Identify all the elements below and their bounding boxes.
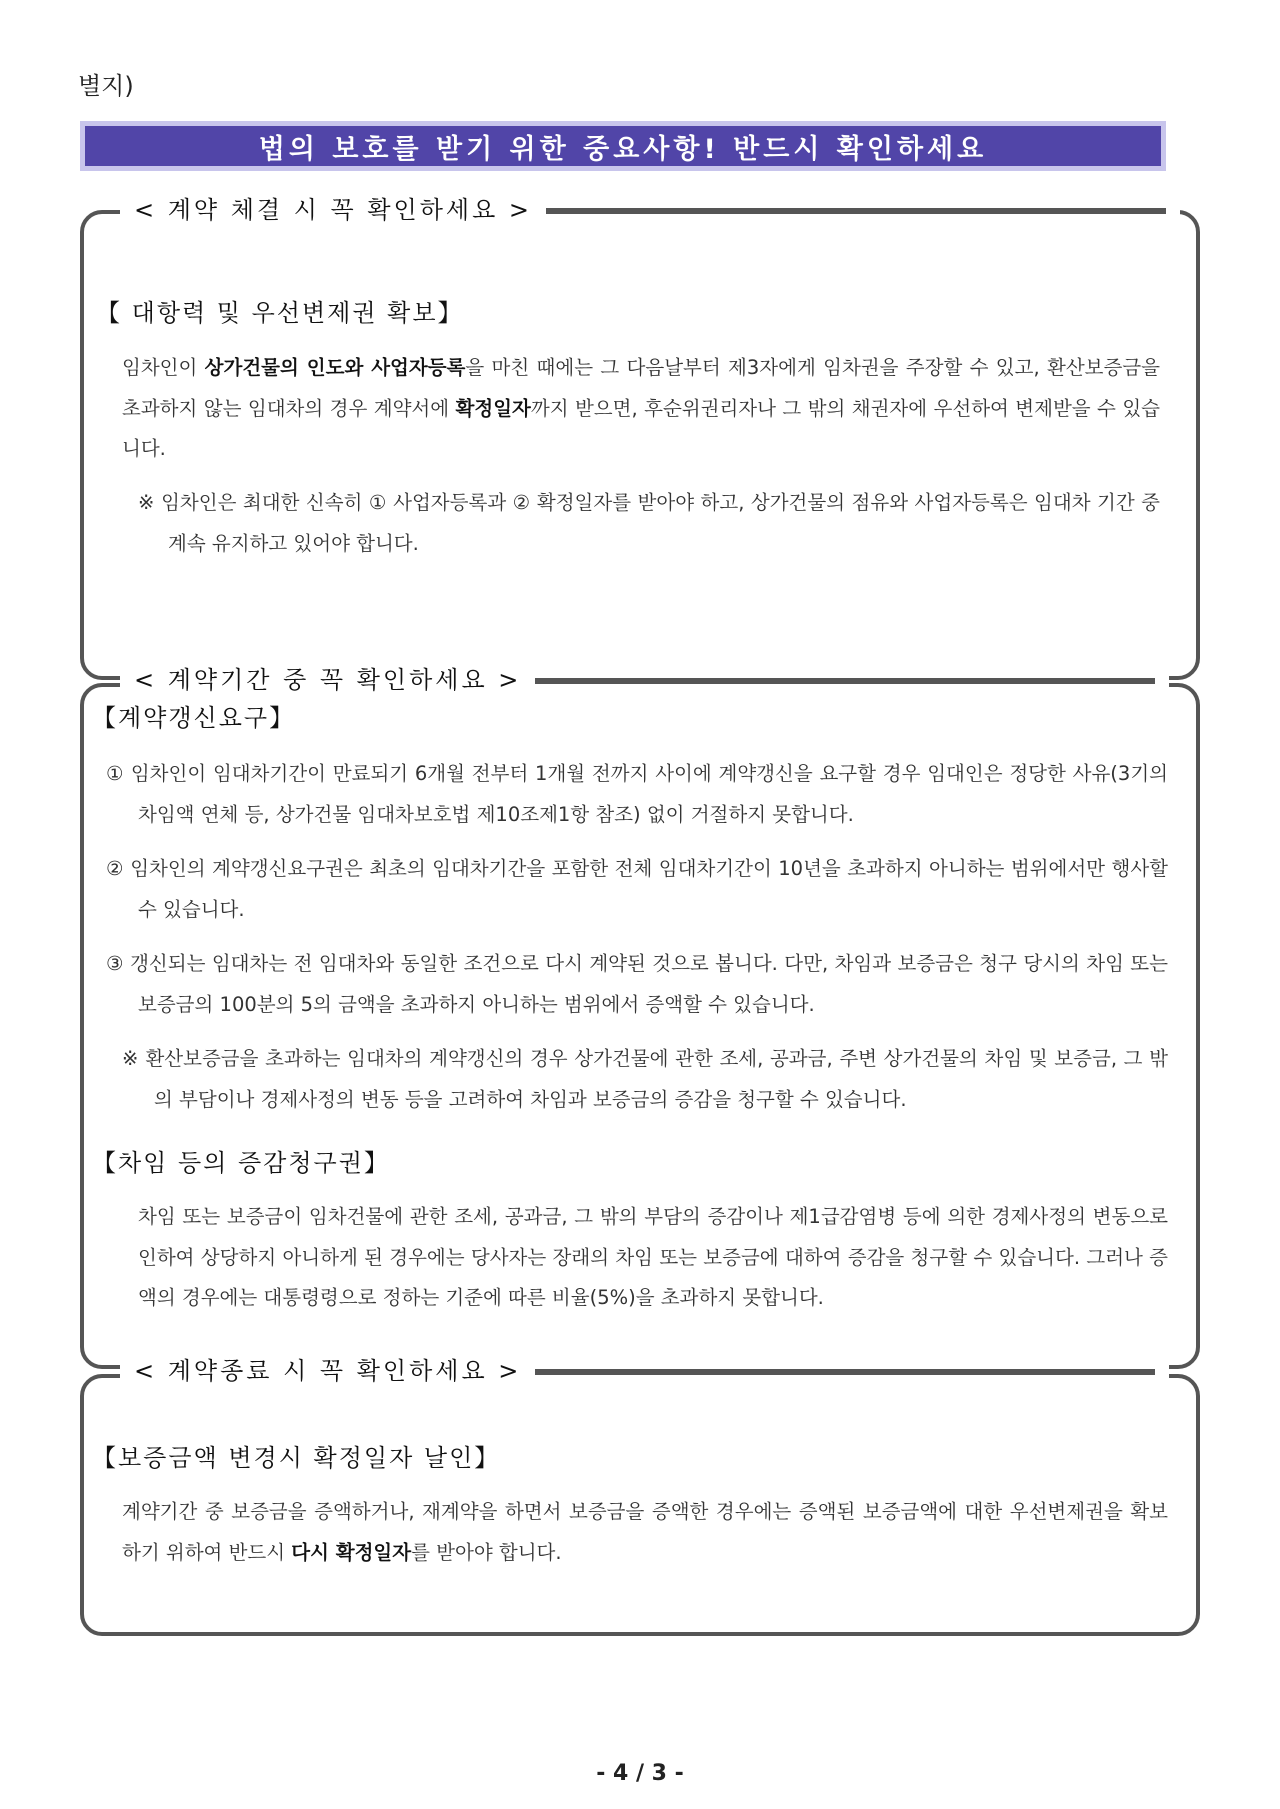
attachment-label: 별지): [78, 72, 134, 100]
title-rule: [535, 1369, 1155, 1375]
paragraph-rent-adjustment: 차임 또는 보증금이 임차건물에 관한 조세, 공과금, 그 밖의 부담의 증감이나 제1급감염병 등에 의한 경제사정의 변동으로 인하여 상당하지 아니하게 된 경우에는 당사자는 장래의 차임 또는 보증금에 대하여 증감을 청구할 수 있습니다. 그러나 증액의 경우에는 대통령령으로 정하는 기준에 따른 비율(5%)을 초과하지 못합니다.: [138, 1205, 1168, 1309]
section-title-text: < 계약종료 시 꼭 확인하세요 >: [134, 1357, 522, 1385]
title-rule: [546, 208, 1166, 214]
heading-deposit-change: 【보증금액 변경시 확정일자 날인】: [92, 1444, 501, 1472]
text-run: 를 받아야 합니다.: [411, 1540, 562, 1564]
section-title-text: < 계약 체결 시 꼭 확인하세요 >: [134, 196, 533, 224]
section-title-contract-period: [120, 664, 1169, 696]
text-run: 까지 받으면, 후순위권리자나 그 밖의 채권자에 우선하여 변제받을 수 있습니다.: [122, 396, 1160, 460]
text-run: 을 마친 때에는 그 다음날부터 제3자에게 임차권을 주장할 수 있고, 환산보증금을 초과하지 않는 임대차의 경우 계약서에: [122, 356, 1161, 420]
heading-renewal-request: 【계약갱신요구】: [92, 704, 296, 732]
bold-run: 다시 확정일자: [291, 1540, 412, 1564]
list-item: ① 임차인이 임대차기간이 만료되기 6개월 전부터 1개월 전까지 사이에 계약갱신을 요구할 경우 임대인은 정당한 사유(3기의 차임액 연체 등, 상가건물 임대차보호법 제10조제1항 참조) 없이 거절하지 못합니다.: [106, 762, 1168, 826]
list-item: ③ 갱신되는 임대차는 전 임대차와 동일한 조건으로 다시 계약된 것으로 봅니다. 다만, 차임과 보증금은 청구 당시의 차임 또는 보증금의 100분의 5의 금액을 초과하지 아니하는 범위에서 증액할 수 있습니다.: [106, 952, 1168, 1016]
section-title-text: < 계약기간 중 꼭 확인하세요 >: [134, 666, 522, 694]
note-registration: ※ 임차인은 최대한 신속히 ① 사업자등록과 ② 확정일자를 받아야 하고, 상가건물의 점유와 사업자등록은 임대차 기간 중 계속 유지하고 있어야 합니다.: [138, 491, 1160, 555]
section-title-contract-signing: [120, 194, 1180, 226]
text-run: 계약기간 중 보증금을 증액하거나, 재계약을 하면서 보증금을 증액한 경우에는 증액된 보증금액에 대한 우선변제권을 확보하기 위하여 반드시: [122, 1500, 1168, 1564]
list-item: ② 임차인의 계약갱신요구권은 최초의 임대차기간을 포함한 전체 임대차기간이 10년을 초과하지 아니하는 범위에서만 행사할 수 있습니다.: [106, 857, 1168, 921]
paragraph-deposit-change: [122, 1492, 1168, 1573]
title-rule: [535, 678, 1155, 684]
section-title-contract-end: [120, 1355, 1169, 1387]
note-adjustment: ※ 환산보증금을 초과하는 임대차의 계약갱신의 경우 상가건물에 관한 조세, 공과금, 주변 상가건물의 차임 및 보증금, 그 밖의 부담이나 경제사정의 변동 등을 고려하여 차임과 보증금의 증감을 청구할 수 있습니다.: [122, 1047, 1168, 1111]
text-run: 임차인이: [122, 356, 205, 379]
paragraph-opposing-power: [122, 348, 1160, 470]
heading-opposing-power: 【 대항력 및 우선변제권 확보】: [96, 299, 464, 327]
bold-run: 상가건물의 인도와 사업자등록: [204, 356, 466, 379]
page-number: - 4 / 3 -: [596, 1761, 684, 1786]
heading-rent-adjustment: 【차임 등의 증감청구권】: [92, 1149, 390, 1177]
banner-title: 법의 보호를 받기 위한 중요사항! 반드시 확인하세요: [80, 121, 1166, 171]
bold-run: 확정일자: [455, 396, 531, 420]
